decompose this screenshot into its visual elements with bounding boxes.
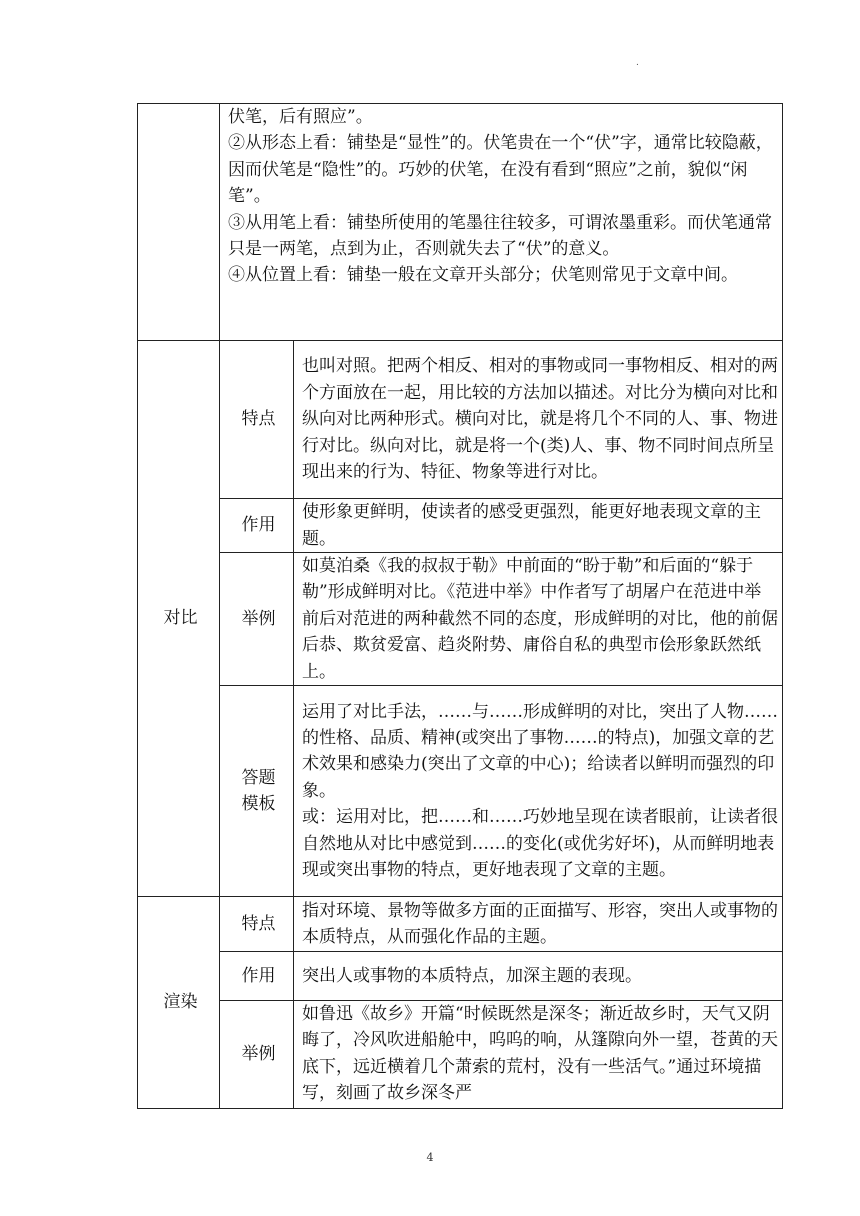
- table-row: [138, 897, 783, 952]
- continuation-cell: [220, 104, 783, 341]
- paragraph: 伏笔，后有照应”。: [228, 107, 373, 127]
- paragraph: ②从形态上看：铺垫是“显性”的。伏笔贵在一个“伏”字，通常比较隐蔽，因而伏笔是“隐性”的。巧妙的伏笔，在没有看到“照应”之前，貌似“闲笔”。: [228, 133, 773, 207]
- row-label-line: 模板: [241, 794, 276, 815]
- row-label-line: 答题: [241, 767, 276, 788]
- table-row: [138, 499, 783, 553]
- table-row: [138, 104, 783, 341]
- header-mark: .: [636, 58, 639, 68]
- paragraph: ④从位置上看：铺垫一般在文章开头部分；伏笔则常见于文章中间。: [228, 265, 738, 286]
- row-label: 特点: [220, 897, 294, 952]
- category-label: 渲染: [138, 897, 220, 1109]
- paragraph: 或：运用对比，把……和……巧妙地呈现在读者眼前，让读者很自然地从对比中感觉到……的变化(或优劣好坏)，从而鲜明地表现或突出事物的特点，更好地表现了文章的主题。: [302, 807, 778, 881]
- row-content: 突出人或事物的本质特点，加深主题的表现。: [294, 952, 783, 1001]
- row-content: 指对环境、景物等做多方面的正面描写、形容，突出人或事物的本质特点，从而强化作品的主题。: [294, 897, 783, 952]
- table-row: [138, 341, 783, 499]
- row-label: 举例: [220, 1001, 294, 1109]
- row-label: 举例: [220, 553, 294, 686]
- row-content: 也叫对照。把两个相反、相对的事物或同一事物相反、相对的两个方面放在一起，用比较的方法加以描述。对比分为横向对比和纵向对比两种形式。横向对比，就是将几个不同的人、事、物进行对比。纵向对比，就是将一个(类)人、事、物不同时间点所呈现出来的行为、特征、物象等进行对比。: [294, 341, 783, 499]
- row-content: [294, 686, 783, 897]
- table-row: [138, 553, 783, 686]
- table-row: [138, 952, 783, 1001]
- row-content: 如鲁迅《故乡》开篇“时候既然是深冬；渐近故乡时，天气又阴晦了，冷风吹进船舱中，呜呜的响，从篷隙向外一望，苍黄的天底下，远近横着几个萧索的荒村，没有一些活气。”通过环境描写，刻画了故乡深冬严: [294, 1001, 783, 1109]
- row-label: [220, 686, 294, 897]
- table-row: [138, 686, 783, 897]
- row-label: 作用: [220, 499, 294, 553]
- table-row: [138, 1001, 783, 1109]
- row-content: 如莫泊桑《我的叔叔于勒》中前面的“盼于勒”和后面的“躲于勒”形成鲜明对比。《范进中举》中作者写了胡屠户在范进中举前后对范进的两种截然不同的态度，形成鲜明的对比，他的前倨后恭、欺贫爱富、趋炎附势、庸俗自私的典型市侩形象跃然纸上。: [294, 553, 783, 686]
- row-label: 特点: [220, 341, 294, 499]
- row-content: 使形象更鲜明，使读者的感受更强烈，能更好地表现文章的主题。: [294, 499, 783, 553]
- paragraph: 运用了对比手法，……与……形成鲜明的对比，突出了人物……的性格、品质、精神(或突出了事物……的特点)，加强文章的艺术效果和感染力(突出了文章的中心)；给读者以鲜明而强烈的印象。: [302, 701, 778, 801]
- page-number: 4: [426, 1151, 434, 1164]
- empty-cell: [138, 104, 220, 341]
- paragraph: ③从用笔上看：铺垫所使用的笔墨往往较多，可谓浓墨重彩。而伏笔通常只是一两笔，点到为止，否则就失去了“伏”的意义。: [228, 212, 772, 260]
- content-table: [137, 103, 783, 1109]
- row-label: 作用: [220, 952, 294, 1001]
- category-label: 对比: [138, 341, 220, 897]
